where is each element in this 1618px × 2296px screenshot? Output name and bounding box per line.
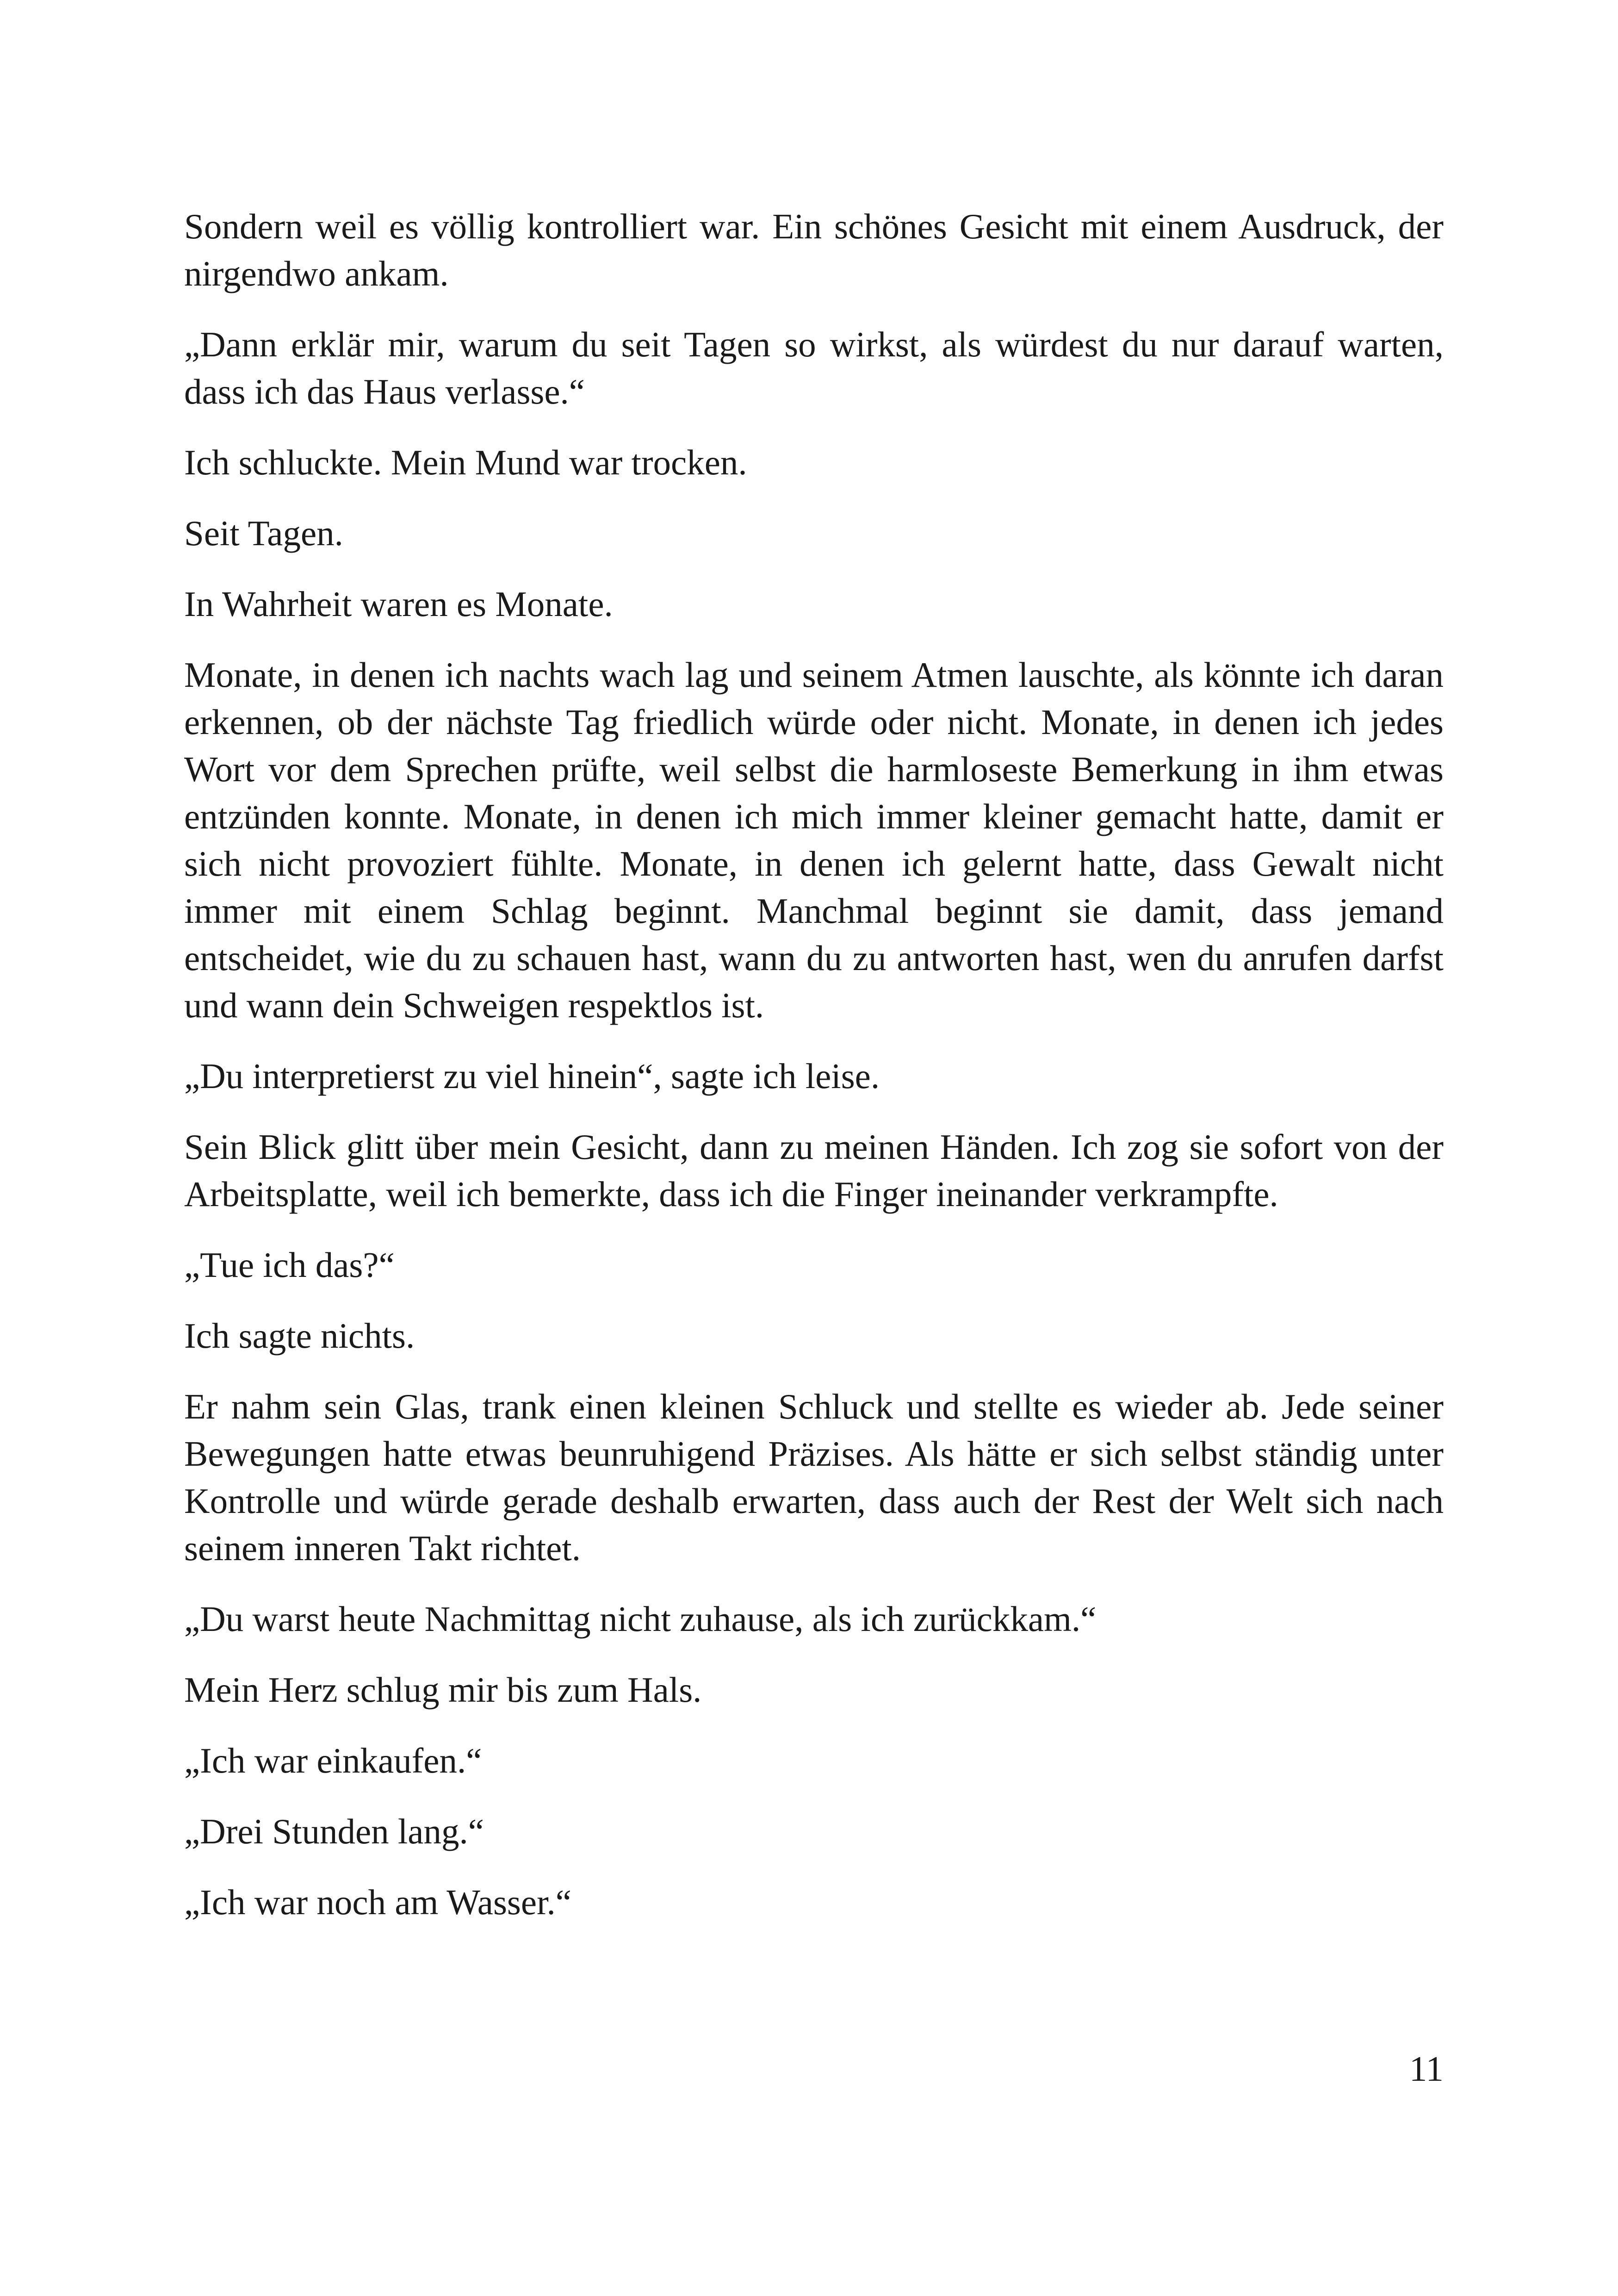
paragraph: Mein Herz schlug mir bis zum Hals. (184, 1670, 702, 1710)
paragraph: „Tue ich das?“ (184, 1245, 395, 1285)
paragraph: Seit Tagen. (184, 513, 343, 553)
paragraph: In Wahrheit waren es Monate. (184, 584, 613, 624)
paragraph: „Drei Stunden lang.“ (184, 1811, 484, 1851)
page-number: 11 (1409, 2049, 1444, 2089)
paragraph: „Du warst heute Nachmittag nicht zuhause, als ich zurückkam.“ (184, 1599, 1097, 1639)
paragraph: „Ich war noch am Wasser.“ (184, 1882, 571, 1922)
paragraph: „Ich war einkaufen.“ (184, 1741, 482, 1780)
paragraph: Ich sagte nichts. (184, 1316, 415, 1356)
paragraph: Er nahm sein Glas, trank einen kleinen Schluck und stellte es wieder ab. Jede seiner Bewegungen hatte etwas beunruhigend Präzises. Als hätte er sich selbst ständig unter Kontrolle und würde gerade deshalb erwarten, dass auch der Rest der Welt sich nach seinem inneren Takt richtet. (184, 1387, 1444, 1568)
paragraph: Sein Blick glitt über mein Gesicht, dann zu meinen Händen. Ich zog sie sofort von der Arbeitsplatte, weil ich bemerkte, dass ich die Finger ineinander verkrampfte. (184, 1127, 1444, 1214)
paragraph: „Du interpretierst zu viel hinein“, sagte ich leise. (184, 1056, 880, 1096)
paragraph: „Dann erklär mir, warum du seit Tagen so wirkst, als würdest du nur darauf warten, dass ich das Haus verlasse.“ (184, 324, 1444, 411)
paragraph: Monate, in denen ich nachts wach lag und seinem Atmen lauschte, als könnte ich daran erkennen, ob der nächste Tag friedlich würde oder nicht. Monate, in denen ich jedes Wort vor dem Sprechen prüfte, weil selbst die harmloseste Bemerkung in ihm etwas entzünden konnte. Monate, in denen ich mich immer kleiner gemacht hatte, damit er sich nicht provoziert fühlte. Monate, in denen ich gelernt hatte, dass Gewalt nicht immer mit einem Schlag beginnt. Manchmal beginnt sie damit, dass jemand entscheidet, wie du zu schauen hast, wann du zu antworten hast, wen du anrufen darfst und wann dein Schweigen respektlos ist. (184, 655, 1444, 1025)
book-page-body (184, 203, 1444, 1949)
paragraph: Sondern weil es völlig kontrolliert war. Ein schönes Gesicht mit einem Ausdruck, der nirgendwo ankam. (184, 206, 1444, 293)
paragraph: Ich schluckte. Mein Mund war trocken. (184, 442, 747, 482)
